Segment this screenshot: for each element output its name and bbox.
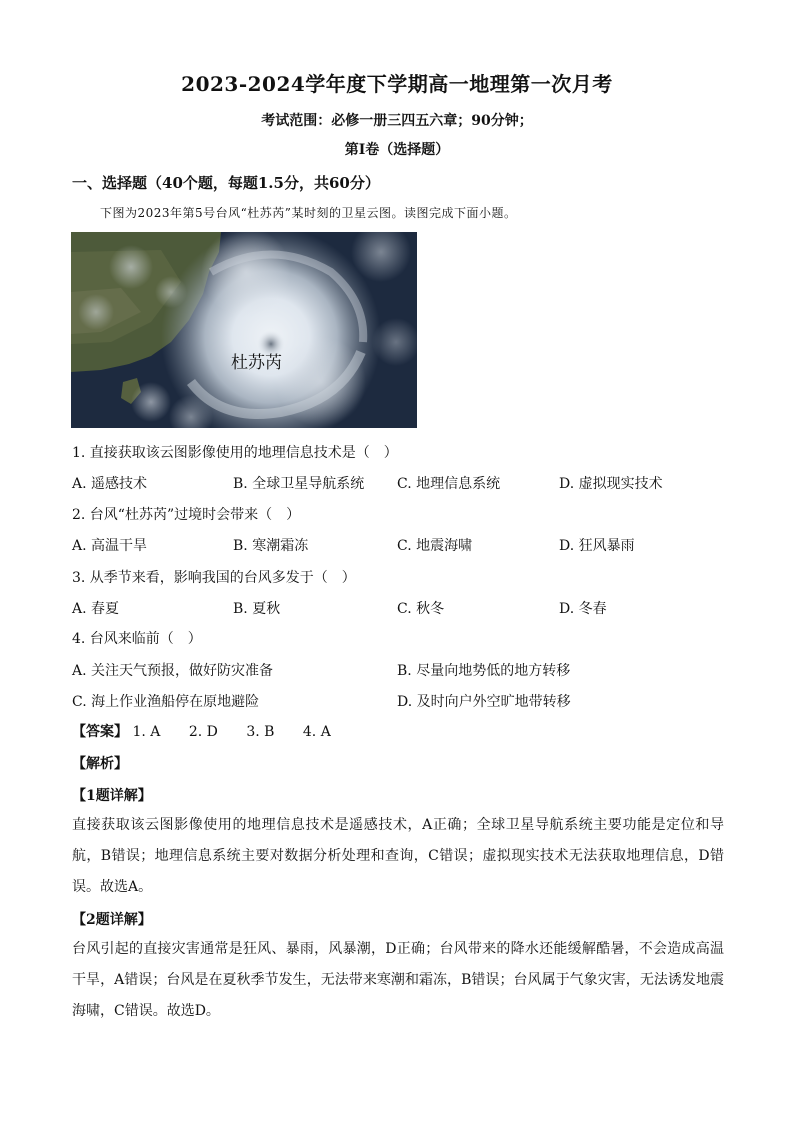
question-1-option-d[interactable]: D. 虚拟现实技术	[559, 476, 663, 492]
q2-analysis-heading: 【2题详解】	[72, 912, 152, 928]
question-4-stem: 4. 台风来临前（ ）	[72, 631, 202, 647]
question-4-option-d[interactable]: D. 及时向户外空旷地带转移	[397, 694, 571, 710]
question-2-option-c[interactable]: C. 地震海啸	[397, 538, 473, 554]
analysis-label: 【解析】	[72, 756, 128, 772]
question-1-option-c[interactable]: C. 地理信息系统	[397, 476, 501, 492]
section-heading: 一、选择题（40个题，每题1.5分，共60分）	[72, 174, 380, 192]
section-intro: 下图为2023年第5号台风“杜苏芮”某时刻的卫星云图。读图完成下面小题。	[100, 206, 517, 220]
q1-analysis-heading: 【1题详解】	[72, 788, 152, 804]
question-2-stem: 2. 台风“杜苏芮”过境时会带来（ ）	[72, 507, 301, 523]
question-1-stem: 1. 直接获取该云图影像使用的地理信息技术是（ ）	[72, 445, 398, 461]
volume-heading: 第Ⅰ卷（选择题）	[344, 142, 450, 158]
question-3-option-d[interactable]: D. 冬春	[559, 601, 607, 617]
question-1-option-a[interactable]: A. 遥感技术	[72, 476, 148, 492]
typhoon-label: 杜苏芮	[231, 353, 282, 373]
question-3-option-a[interactable]: A. 春夏	[72, 601, 120, 617]
question-3-option-c[interactable]: C. 秋冬	[397, 601, 445, 617]
exam-scope: 考试范围：必修一册三四五六章；90分钟；	[261, 113, 533, 129]
question-4-option-c[interactable]: C. 海上作业渔船停在原地避险	[72, 694, 260, 710]
question-2-option-d[interactable]: D. 狂风暴雨	[559, 538, 635, 554]
answer-item: 2. D	[188, 724, 218, 740]
satellite-cloud-image	[71, 232, 417, 428]
question-3-option-b[interactable]: B. 夏秋	[233, 601, 281, 617]
answer-item: 4. A	[302, 724, 331, 740]
answer-item: 1. A	[132, 724, 161, 740]
question-4-option-b[interactable]: B. 尽量向地势低的地方转移	[397, 663, 571, 679]
page-title: 2023-2024学年度下学期高一地理第一次月考	[181, 72, 613, 96]
question-1-option-b[interactable]: B. 全球卫星导航系统	[233, 476, 365, 492]
q2-analysis-text: 台风引起的直接灾害通常是狂风、暴雨，风暴潮，D正确；台风带来的降水还能缓解酷暑，不会造成高温干旱，A错误；台风是在夏秋季节发生，无法带来寒潮和霜冻，B错误；台风属于气象灾害，无法诱发地震海啸，C错误。故选D。	[72, 941, 724, 1019]
answer-label: 【答案】	[72, 724, 128, 740]
answer-line	[72, 721, 355, 741]
answer-item: 3. B	[246, 724, 275, 740]
question-3-stem: 3. 从季节来看，影响我国的台风多发于（ ）	[72, 570, 356, 586]
question-2-option-a[interactable]: A. 高温干旱	[72, 538, 148, 554]
question-4-option-a[interactable]: A. 关注天气预报，做好防灾准备	[72, 663, 274, 679]
question-2-option-b[interactable]: B. 寒潮霜冻	[233, 538, 309, 554]
q1-analysis-text: 直接获取该云图影像使用的地理信息技术是遥感技术，A正确；全球卫星导航系统主要功能是定位和导航，B错误；地理信息系统主要对数据分析处理和查询，C错误；虚拟现实技术无法获取地理信息，D错误。故选A。	[72, 817, 724, 895]
